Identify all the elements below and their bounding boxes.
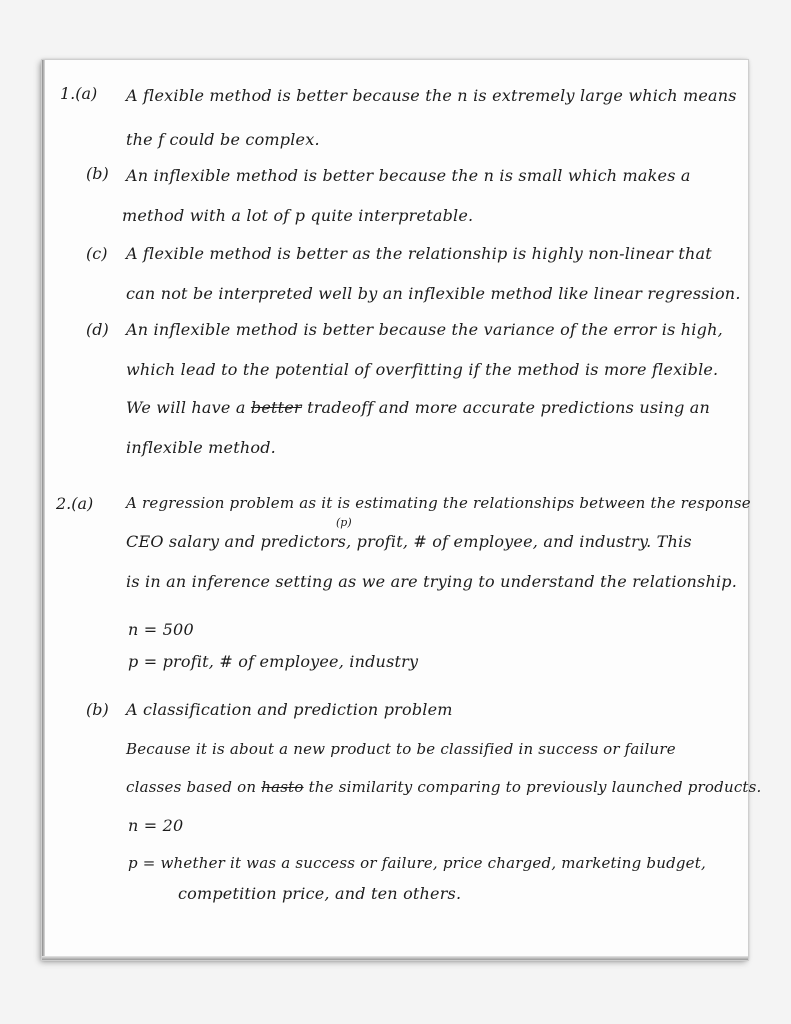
q2a-line-1: A regression problem as it is estimating the relationships between the response [126,494,751,512]
q1d-line-4: inflexible method. [126,438,276,457]
struck-word-better: better [250,398,302,417]
q2b-line-1: A classification and prediction problem [126,700,453,719]
q2a-line-2-start: CEO salary and predictors [126,532,347,551]
predictor-annotation: (p) [336,516,352,529]
notebook-page [42,60,762,960]
q1b-line-2: method with a lot of p quite interpretable. [122,206,474,225]
q1c-label: (c) [86,244,108,263]
q2b-line-3-start: classes based on [126,778,262,796]
struck-word-hasto: hasto [261,778,304,796]
q2b-p-line-2: competition price, and ten others. [178,884,462,903]
q2b-p-line-1: p = whether it was a success or failure, price charged, marketing budget, [128,854,706,872]
q1c-line-2: can not be interpreted well by an inflexible method like linear regression. [126,284,741,303]
q2b-line-2: Because it is about a new product to be classified in success or failure [126,740,676,758]
q2a-n-value: n = 500 [128,620,194,639]
q2a-line-2 [126,532,692,551]
q1b-label: (b) [86,164,109,183]
q1a-line-1: A flexible method is better because the n is extremely large which means [126,86,737,105]
q1d-line-2: which lead to the potential of overfitting if the method is more flexible. [126,360,719,379]
q2a-line-3: is in an inference setting as we are trying to understand the relationship. [126,572,738,591]
q1a-line-2: the f could be complex. [126,130,320,149]
q1b-line-1: An inflexible method is better because the n is small which makes a [126,166,691,185]
q2a-line-2-end: , profit, # of employee, and industry. This [346,532,692,551]
q2b-label: (b) [86,700,109,719]
q2a-p-value: p = profit, # of employee, industry [128,652,419,671]
q1d-label: (d) [86,320,109,339]
q1c-line-1: A flexible method is better as the relationship is highly non-linear that [126,244,712,263]
q1d-line-3-start: We will have a [126,398,251,417]
q2b-n-value: n = 20 [128,816,184,835]
q2b-line-3-end: the similarity comparing to previously launched products. [308,778,762,796]
q1d-line-3-end: tradeoff and more accurate predictions using an [301,398,711,417]
q2b-line-3 [126,778,762,796]
q2-label: 2.(a) [56,494,94,513]
q1d-line-3 [126,398,710,417]
q1d-line-1: An inflexible method is better because the variance of the error is high, [126,320,723,339]
q1-label: 1.(a) [60,84,98,103]
